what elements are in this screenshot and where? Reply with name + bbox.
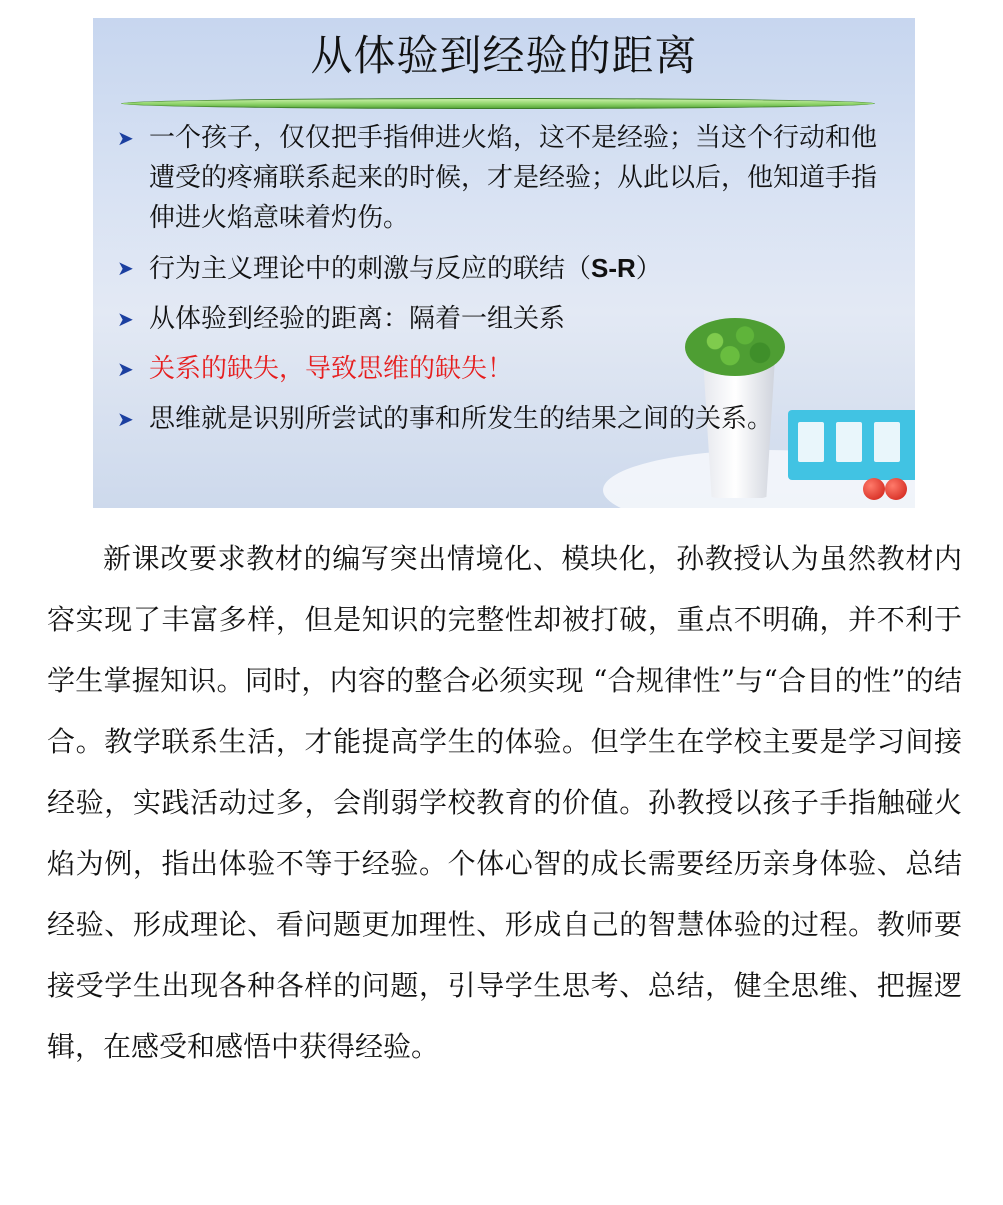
bullet-item xyxy=(117,248,897,289)
arrow-right-icon: ➤ xyxy=(117,126,134,150)
bullet-text: 思维就是识别所尝试的事和所发生的结果之间的关系。 xyxy=(149,404,774,434)
slide-image xyxy=(93,18,915,508)
arrow-right-icon: ➤ xyxy=(117,407,134,431)
slide-title: 从体验到经验的距离 xyxy=(310,31,698,80)
bullet-item xyxy=(117,399,897,439)
bullet-text: 一个孩子，仅仅把手指伸进火焰，这不是经验；当这个行动和他遭受的疼痛联系起来的时候，才是经验；从此以后，他知道手指伸进火焰意味着灼伤。 xyxy=(149,123,878,233)
arrow-right-icon: ➤ xyxy=(117,307,134,331)
arrow-right-icon: ➤ xyxy=(117,256,134,280)
arrow-right-icon: ➤ xyxy=(117,357,134,381)
bullet-list xyxy=(117,118,897,449)
bullet-text: 关系的缺失，导致思维的缺失！ xyxy=(149,354,514,384)
bullet-item xyxy=(117,118,897,238)
tomato-decoration xyxy=(863,478,885,500)
title-divider xyxy=(121,98,875,109)
bullet-text: 行为主义理论中的刺激与反应的联结（ xyxy=(149,254,592,284)
tomato-decoration xyxy=(885,478,907,500)
bullet-item-highlight xyxy=(117,349,897,389)
body-paragraph: 新课改要求教材的编写突出情境化、模块化，孙教授认为虽然教材内容实现了丰富多样，但是知识的完整性却被打破，重点不明确，并不利于学生掌握知识。同时，内容的整合必须实现 “合规律性”与“合目的性”的结合。教学联系生活，才能提高学生的体验。但学生在学校主要是学习间接经验，实践活动过多，会削弱学校教育的价值。孙教授以孩子手指触碰火焰为例，指出体验不等于经验。个体心智的成长需要经历亲身体验、总结经验、形成理论、看问题更加理性、形成自己的智慧体验的过程。教师要接受学生出现各种各样的问题，引导学生思考、总结，健全思维、把握逻辑，在感受和感悟中获得经验。 xyxy=(47,542,962,1063)
bullet-tail-text: ） xyxy=(635,254,662,284)
bullet-item xyxy=(117,299,897,339)
bullet-bold-text: S-R xyxy=(591,253,636,283)
bullet-text: 从体验到经验的距离：隔着一组关系 xyxy=(149,304,566,334)
